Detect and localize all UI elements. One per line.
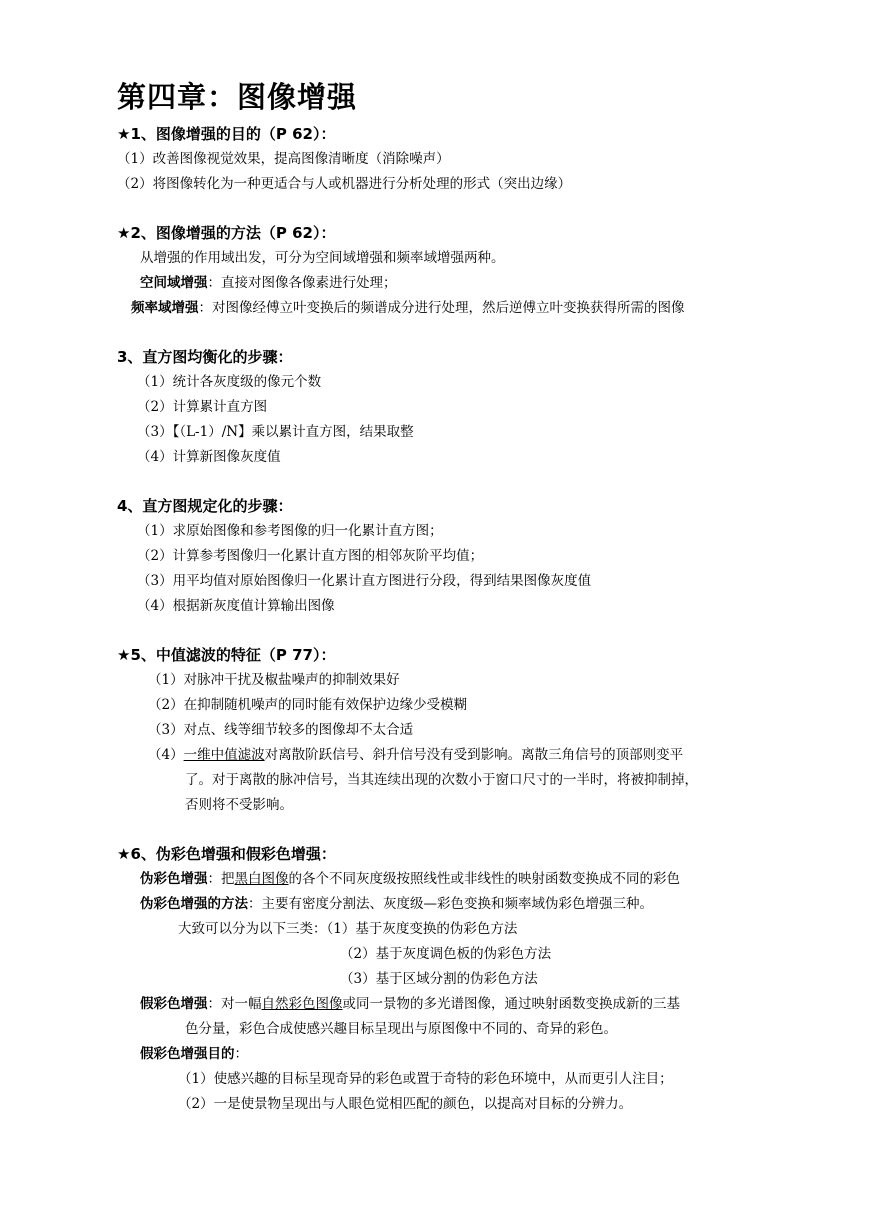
section-3-heading: 3、直方图均衡化的步骤： — [117, 348, 293, 366]
section-3-item-2: （2）计算累计直方图 — [137, 399, 268, 415]
section-4-item-3: （3）用平均值对原始图像归一化累计直方图进行分段，得到结果图像灰度值 — [137, 573, 592, 589]
section-2-frequency — [131, 299, 685, 317]
section-5-item-4-line-3: 否则将不受影响。 — [185, 797, 293, 813]
spatial-label: 空间域增强 — [140, 275, 208, 291]
item-4-prefix: （4） — [148, 747, 184, 763]
section-5-heading: ★5、中值滤波的特征（P 77）： — [117, 646, 336, 664]
section-5-item-4-line-2: 了。对于离散的脉冲信号，当其连续出现的次数小于窗口尺寸的一半时，将被抑制掉， — [185, 772, 698, 788]
section-4-item-2: （2）计算参考图像归一化累计直方图的相邻灰阶平均值； — [137, 548, 484, 564]
purpose-colon: ： — [234, 1046, 248, 1062]
section-1-item-2: （2）将图像转化为一种更适合与人或机器进行分析处理的形式（突出边缘） — [117, 176, 572, 192]
section-5-item-1: （1）对脉冲干扰及椒盐噪声的抑制效果好 — [148, 672, 400, 688]
purpose-item-2: （2）一是使景物呈现出与人眼色觉相匹配的颜色，以提高对目标的分辨力。 — [178, 1096, 633, 1112]
section-6-heading: ★6、伪彩色增强和假彩色增强： — [117, 845, 336, 863]
purpose-item-1: （1）使感兴趣的目标呈现奇异的彩色或置于奇特的彩色环境中，从而更引人注目； — [178, 1071, 673, 1087]
bw-image-term: 黑白图像 — [234, 871, 289, 887]
section-2-intro: 从增强的作用域出发，可分为空间域增强和频率域增强两种。 — [140, 250, 505, 266]
section-3-item-3: （3）【（L-1）/N】乘以累计直方图，结果取整 — [137, 424, 414, 440]
section-1-heading: ★1、图像增强的目的（P 62）： — [117, 125, 336, 143]
categories-intro: 大致可以分为以下三类： — [178, 921, 327, 937]
false-color-definition-line-2: 色分量，彩色合成使感兴趣目标呈现出与原图像中不同的、奇异的彩色。 — [185, 1021, 617, 1037]
false-color-text: 或同一景物的多光谱图像，通过映射函数变换成新的三基 — [342, 996, 680, 1012]
false-color-label: 假彩色增强 — [140, 996, 208, 1012]
pseudo-color-pre: ：把 — [207, 871, 235, 887]
methods-label: 伪彩色增强的方法 — [140, 896, 248, 912]
section-1-item-1: （1）改善图像视觉效果，提高图像清晰度（消除噪声） — [117, 151, 450, 167]
section-4-heading: 4、直方图规定化的步骤： — [117, 497, 293, 515]
pseudo-color-methods — [140, 895, 653, 913]
section-2-heading: ★2、图像增强的方法（P 62）： — [117, 224, 336, 242]
false-color-definition — [140, 995, 680, 1013]
section-5-item-2: （2）在抑制随机噪声的同时能有效保护边缘少受模糊 — [148, 697, 468, 713]
section-2-spatial — [140, 274, 397, 292]
pseudo-color-definition — [140, 870, 680, 888]
purpose-label: 假彩色增强目的 — [140, 1046, 235, 1062]
category-3: （3）基于区域分割的伪彩色方法 — [340, 971, 538, 987]
categories-line-1 — [178, 920, 517, 938]
natural-color-image-term: 自然彩色图像 — [261, 996, 343, 1012]
section-4-item-1: （1）求原始图像和参考图像的归一化累计直方图； — [137, 523, 443, 539]
item-4-text: 对离散阶跃信号、斜升信号没有受到影响。离散三角信号的顶部则变平 — [264, 747, 684, 763]
spatial-text: ：直接对图像各像素进行处理； — [207, 275, 397, 291]
category-1: （1）基于灰度变换的伪彩色方法 — [326, 921, 518, 937]
median-filter-term: 一维中值滤波 — [183, 747, 265, 763]
section-3-item-4: （4）计算新图像灰度值 — [137, 449, 281, 465]
section-5-item-4 — [148, 746, 683, 764]
pseudo-color-text: 的各个不同灰度级按照线性或非线性的映射函数变换成不同的彩色 — [288, 871, 680, 887]
section-3-item-1: （1）统计各灰度级的像元个数 — [137, 374, 322, 390]
pseudo-color-label: 伪彩色增强 — [140, 871, 208, 887]
category-2: （2）基于灰度调色板的伪彩色方法 — [340, 946, 552, 962]
methods-text: ：主要有密度分割法、灰度级—彩色变换和频率域伪彩色增强三种。 — [248, 896, 653, 912]
chapter-title: 第四章：图像增强 — [117, 80, 358, 114]
false-color-pre: ：对一幅 — [207, 996, 262, 1012]
frequency-text: ：对图像经傅立叶变换后的频谱成分进行处理，然后逆傅立叶变换获得所需的图像 — [198, 300, 685, 316]
frequency-label: 频率域增强 — [131, 300, 199, 316]
section-5-item-3: （3）对点、线等细节较多的图像却不太合适 — [148, 722, 414, 738]
false-color-purpose-heading — [140, 1045, 248, 1063]
section-4-item-4: （4）根据新灰度值计算输出图像 — [137, 598, 335, 614]
